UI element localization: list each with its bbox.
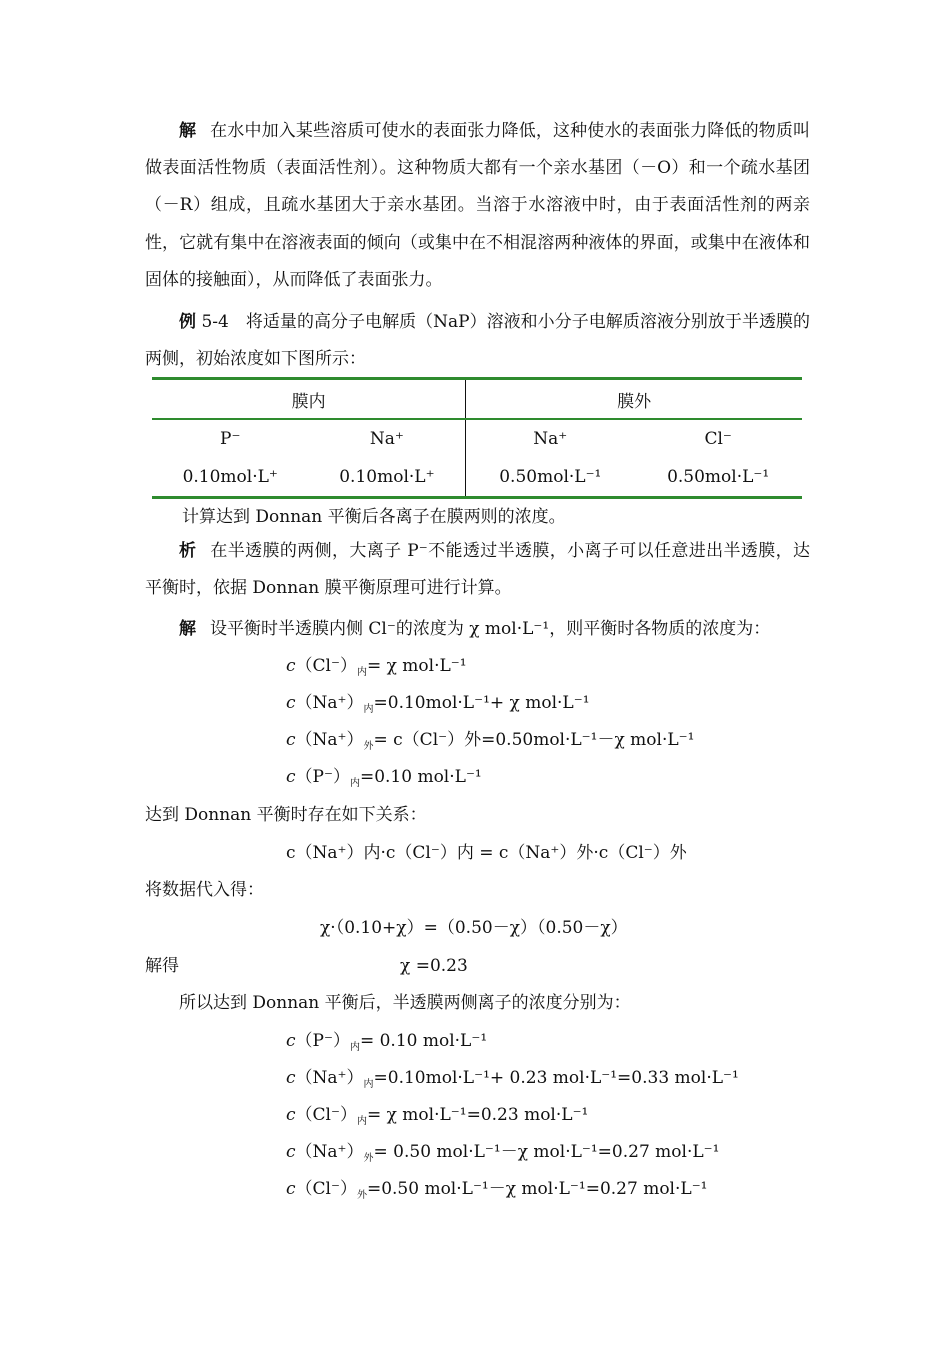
example-paragraph: [145, 304, 810, 378]
equation-value: = χ mol·L⁻¹: [366, 656, 467, 676]
substitute-intro: 将数据代入得：: [145, 880, 264, 900]
table-cell-conc: 0.10mol·L⁺: [152, 458, 308, 498]
concentration-symbol: c: [286, 1068, 296, 1088]
concentration-symbol: c: [286, 1142, 296, 1162]
equation-line: [286, 766, 482, 791]
equation-value: =0.50 mol·L⁻¹－χ mol·L⁻¹=0.27 mol·L⁻¹: [366, 1179, 708, 1199]
solution-text: 设平衡时半透膜内侧 Cl⁻的浓度为 χ mol·L⁻¹，则平衡时各物质的浓度为：: [210, 619, 771, 639]
equation-species: （Na⁺）: [295, 693, 364, 713]
relation-intro: 达到 Donnan 平衡时存在如下关系：: [145, 805, 427, 825]
concentration-symbol: c: [286, 656, 296, 676]
equation-line: [286, 692, 590, 717]
concentration-symbol: c: [286, 730, 296, 750]
equation-line: [286, 1067, 739, 1092]
table-cell-conc: 0.50mol·L⁻¹: [466, 458, 635, 498]
table-cell-ion: Cl⁻: [704, 429, 732, 449]
result-intro: 所以达到 Donnan 平衡后，半透膜两侧离子的浓度分别为：: [179, 993, 631, 1013]
table-cell-conc: 0.10mol·L⁺: [308, 458, 465, 498]
concentration-symbol: c: [286, 1105, 296, 1125]
equation-value: =0.10mol·L⁻¹+ 0.23 mol·L⁻¹=0.33 mol·L⁻¹: [373, 1068, 739, 1088]
table-cell-ion: Na⁺: [308, 419, 465, 458]
equation-side-subscript: 内: [363, 704, 374, 715]
analysis-text: 在半透膜的两侧，大离子 P⁻不能透过半透膜，小离子可以任意进出半透膜，达平衡时，依据 Donnan 膜平衡原理可进行计算。: [145, 541, 811, 599]
solution-label: 解: [179, 619, 196, 639]
equation-side-subscript: 内: [349, 1042, 360, 1053]
equation-value: =0.10 mol·L⁻¹: [359, 767, 482, 787]
concentration-table: [152, 377, 802, 499]
example-text: 5-4 将适量的高分子电解质（NaP）溶液和小分子电解质溶液分别放于半透膜的两侧，初始浓度如下图所示：: [145, 312, 811, 370]
equation-side-subscript: 内: [356, 1116, 367, 1127]
paragraph-text: 在水中加入某些溶质可使水的表面张力降低，这种使水的表面张力降低的物质叫做表面活性物质（表面活性剂）。这种物质大都有一个亲水基团（－O）和一个疏水基团（－R）组成，且疏水基团大于亲水基团。当溶于水溶液中时，由于表面活性剂的两亲性，它就有集中在溶液表面的倾向（或集中在不相混溶两种液体的界面，或集中在液体和固体的接触面），从而降低了表面张力。: [145, 121, 811, 290]
equation-species: （P⁻）: [295, 1031, 350, 1051]
equation-side-subscript: 外: [356, 1190, 367, 1201]
equation-line: [286, 655, 467, 680]
equation-line: [286, 1178, 707, 1203]
analysis-paragraph: [145, 533, 810, 607]
equation-value: = χ mol·L⁻¹=0.23 mol·L⁻¹: [366, 1105, 589, 1125]
equation-species: （Cl⁻）: [295, 656, 357, 676]
concentration-symbol: c: [286, 1179, 296, 1199]
example-label: 例: [179, 312, 197, 332]
equation-species: （Cl⁻）: [295, 1179, 357, 1199]
solution-label: 解: [179, 121, 197, 141]
equation-value: =0.10mol·L⁻¹+ χ mol·L⁻¹: [373, 693, 590, 713]
concentration-symbol: c: [286, 1031, 296, 1051]
equation-value: = 0.10 mol·L⁻¹: [359, 1031, 488, 1051]
table-header-outside: 膜外: [466, 379, 802, 420]
equation-side-subscript: 内: [363, 1079, 374, 1090]
paragraph-surface-tension: [145, 113, 810, 299]
equation-side-subscript: 外: [363, 1153, 374, 1164]
concentration-symbol: c: [286, 767, 296, 787]
equation-species: （Na⁺）: [295, 1142, 364, 1162]
equation-species: （Cl⁻）: [295, 1105, 357, 1125]
table-header-inside: 膜内: [152, 379, 466, 420]
question-text: 计算达到 Donnan 平衡后各离子在膜两则的浓度。: [182, 507, 566, 527]
concentration-symbol: c: [286, 693, 296, 713]
equation-line: [286, 729, 694, 754]
equation-value: = 0.50 mol·L⁻¹－χ mol·L⁻¹=0.27 mol·L⁻¹: [373, 1142, 720, 1162]
solution-intro: [179, 618, 770, 640]
equation-species: （Na⁺）: [295, 730, 364, 750]
equation-species: （Na⁺）: [295, 1068, 364, 1088]
equation-species: （P⁻）: [295, 767, 350, 787]
equation-side-subscript: 内: [356, 667, 367, 678]
table-cell-ion: Na⁺: [533, 429, 568, 449]
equation-value: = c（Cl⁻）外=0.50mol·L⁻¹－χ mol·L⁻¹: [373, 730, 695, 750]
relation-equation: c（Na⁺）内·c（Cl⁻）内 = c（Na⁺）外·c（Cl⁻）外: [286, 843, 687, 863]
equation-line: [286, 1141, 719, 1166]
solve-result: χ =0.23: [400, 956, 468, 976]
equation-line: [286, 1030, 487, 1055]
equation-side-subscript: 外: [363, 741, 374, 752]
substitute-equation: χ·（0.10+χ）=（0.50－χ）（0.50－χ）: [320, 918, 628, 938]
solve-label: 解得: [145, 956, 179, 976]
analysis-label: 析: [179, 541, 197, 561]
table-cell-conc: 0.50mol·L⁻¹: [634, 458, 802, 498]
equation-side-subscript: 内: [349, 778, 360, 789]
table-cell-ion: P⁻: [220, 429, 241, 449]
equation-line: [286, 1104, 588, 1129]
